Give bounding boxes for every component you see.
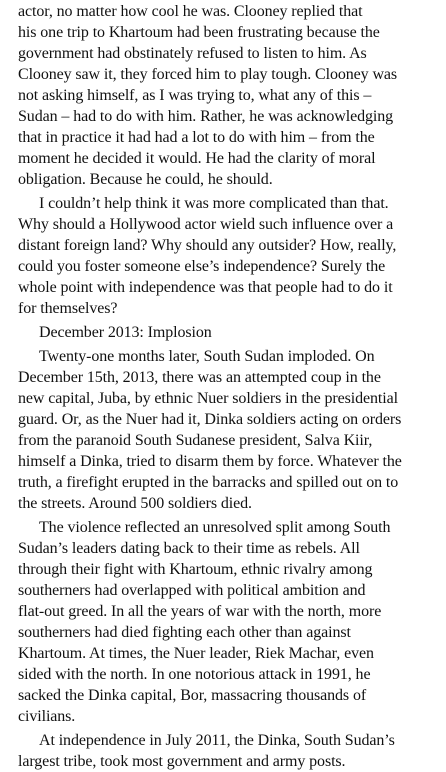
text-line: for themselves? [18, 300, 118, 317]
text-line: Why should a Hollywood actor wield such influence over a [18, 216, 394, 233]
text-line: obligation. Because he could, he should. [18, 171, 273, 188]
text-line: the streets. Around 500 soldiers died. [18, 495, 252, 512]
section-heading: December 2013: Implosion [39, 324, 212, 341]
text-line: Sudan – had to do with him. Rather, he was acknowledging [18, 108, 394, 125]
text-line: new capital, Juba, by ethnic Nuer soldiers in the presidential [18, 390, 398, 407]
text-line: could you foster someone else’s independence? Surely the [18, 258, 386, 275]
text-line: himself a Dinka, tried to disarm them by force. Whatever the [18, 453, 402, 470]
text-line: largest tribe, took most government and army posts. [18, 753, 346, 770]
text-line: sacked the Dinka capital, Bor, massacring thousands of [18, 687, 367, 704]
text-line: Twenty-one months later, South Sudan imploded. On [39, 348, 375, 365]
text-line: I couldn’t help think it was more complicated than that. [39, 195, 389, 212]
text-line: Clooney saw it, they forced him to play tough. Clooney was [18, 66, 398, 83]
text-line: distant foreign land? Why should any outsider? How, really, [18, 237, 397, 254]
text-line: actor, no matter how cool he was. Clooney replied that [18, 3, 363, 20]
text-line: his one trip to Khartoum had been frustrating because the [18, 24, 380, 41]
body-paragraph [18, 730, 442, 772]
text-line: guard. Or, as the Nuer had it, Dinka soldiers acting on orders [18, 411, 402, 428]
text-line: December 15th, 2013, there was an attempted coup in the [18, 369, 381, 386]
text-line: whole point with independence was that people had to do it [18, 279, 393, 296]
text-line: sided with the north. In one notorious attack in 1991, he [18, 666, 371, 683]
text-line: civilians. [18, 708, 76, 725]
text-line: truth, a firefight erupted in the barracks and spilled out on to [18, 474, 399, 491]
body-paragraph [18, 193, 442, 319]
text-line: Khartoum. At times, the Nuer leader, Riek Machar, even [18, 645, 374, 662]
text-line: that in practice it had had a lot to do with him – from the [18, 129, 375, 146]
text-line: The violence reflected an unresolved split among South [39, 519, 391, 536]
text-line: from the paranoid South Sudanese president, Salva Kiir, [18, 432, 373, 449]
text-line: flat-out greed. In all the years of war with the north, more [18, 603, 382, 620]
text-line: government had obstinately refused to listen to him. As [18, 45, 367, 62]
text-line: southerners had died fighting each other than against [18, 624, 351, 641]
text-line: through their fight with Khartoum, ethnic rivalry among [18, 561, 373, 578]
body-paragraph [18, 1, 442, 190]
body-paragraph [18, 346, 442, 514]
text-line: Sudan’s leaders dating back to their time as rebels. All [18, 540, 360, 557]
text-line: not asking himself, as I was trying to, what any of this – [18, 87, 372, 104]
text-line: southerners had overlapped with political ambition and [18, 582, 366, 599]
body-paragraph [18, 517, 442, 727]
text-line: moment he decided it would. He had the clarity of moral [18, 150, 376, 167]
text-line: At independence in July 2011, the Dinka, South Sudan’s [39, 732, 395, 749]
